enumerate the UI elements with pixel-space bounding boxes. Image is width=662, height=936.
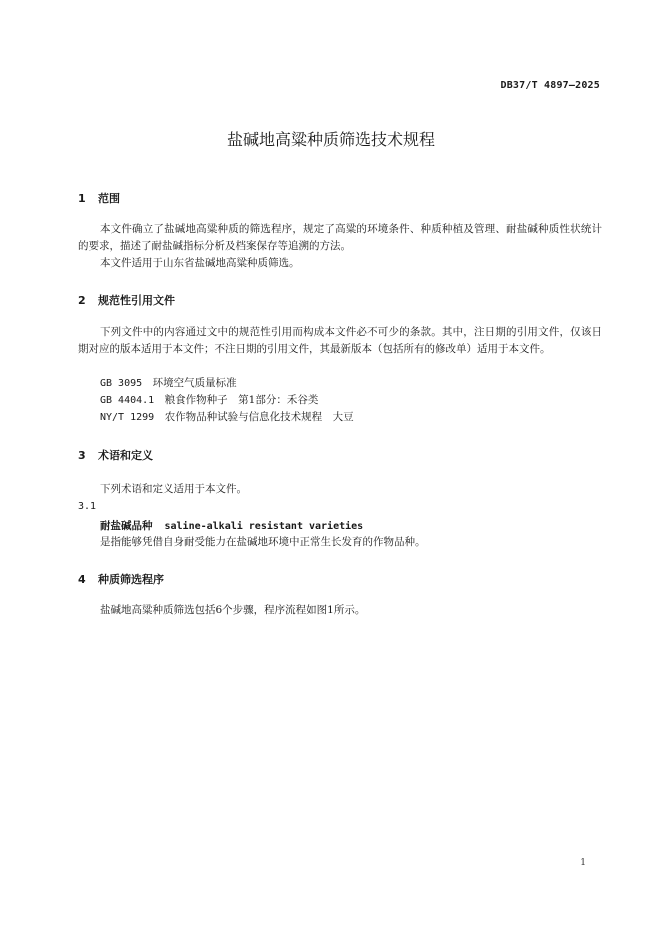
section-heading-terms [78, 447, 153, 463]
reference-name: 农作物品种试验与信息化技术规程 大豆 [164, 411, 354, 423]
section-title: 种质筛选程序 [98, 573, 164, 586]
reference-code: GB 3095 [100, 378, 143, 389]
term-english: saline-alkali resistant varieties [164, 521, 364, 532]
reference-item [100, 375, 237, 392]
scope-paragraph-1: 本文件确立了盐碱地高粱种质的筛选程序，规定了高粱的环境条件、种质种植及管理、耐盐碱种质性状统计的要求，描述了耐盐碱指标分析及档案保存等追溯的方法。 [78, 223, 602, 252]
section-number: 2 [78, 294, 86, 307]
reference-code: GB 4404.1 [100, 395, 155, 406]
term-entry [100, 518, 363, 533]
reference-item [100, 409, 354, 426]
procedure-paragraph: 盐碱地高粱种质筛选包括6个步骤，程序流程如图1所示。 [100, 604, 366, 616]
section-heading-normative-references [78, 292, 175, 308]
term-number: 3.1 [78, 501, 97, 512]
term-definition: 是指能够凭借自身耐受能力在盐碱地环境中正常生长发育的作物品种。 [100, 536, 426, 548]
term-chinese: 耐盐碱品种 [100, 520, 153, 532]
scope-paragraph-2: 本文件适用于山东省盐碱地高粱种质筛选。 [100, 257, 300, 269]
section-title: 规范性引用文件 [98, 294, 175, 307]
document-title: 盐碱地高粱种质筛选技术规程 [226, 130, 435, 149]
section-number: 3 [78, 449, 86, 462]
document-id: DB37/T 4897—2025 [500, 80, 600, 91]
section-heading-screening-procedure [78, 571, 164, 587]
section-heading-scope [78, 190, 120, 206]
reference-name: 环境空气质量标准 [152, 377, 237, 389]
section-number: 1 [78, 192, 86, 205]
page-number: 1 [580, 858, 586, 868]
reference-item [100, 392, 318, 409]
reference-name: 粮食作物种子 第1部分：禾谷类 [164, 394, 319, 406]
section-title: 术语和定义 [98, 449, 153, 462]
section-title: 范围 [98, 192, 120, 205]
reference-code: NY/T 1299 [100, 412, 155, 423]
section-number: 4 [78, 573, 86, 586]
terms-intro: 下列术语和定义适用于本文件。 [100, 483, 247, 495]
references-paragraph: 下列文件中的内容通过文中的规范性引用而构成本文件必不可少的条款。其中，注日期的引用文件，仅该日期对应的版本适用于本文件；不注日期的引用文件，其最新版本（包括所有的修改单）适用于本文件。 [78, 326, 602, 355]
